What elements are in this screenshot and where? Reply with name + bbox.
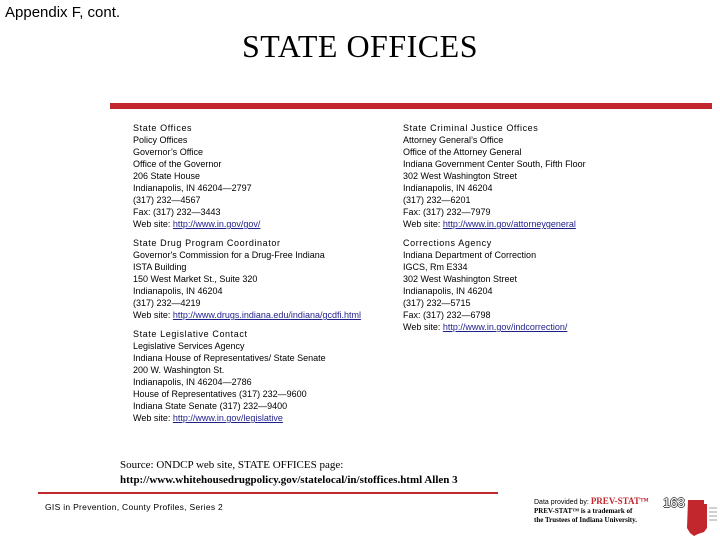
page-title: STATE OFFICES bbox=[242, 28, 478, 64]
office-line: Indianapolis, IN 46204—2797 bbox=[133, 183, 252, 193]
office-line: Office of the Attorney General bbox=[403, 147, 522, 157]
indiana-state-logo-icon bbox=[684, 498, 718, 538]
office-website bbox=[133, 218, 361, 230]
office-line: ISTA Building bbox=[133, 262, 187, 272]
office-line: Policy Offices bbox=[133, 135, 188, 145]
website-link[interactable]: http://www.drugs.indiana.edu/indiana/gcdfi.html bbox=[172, 310, 361, 320]
office-website bbox=[403, 218, 586, 230]
website-link[interactable]: http://www.in.gov/attorneygeneral bbox=[442, 219, 576, 229]
office-line: Legislative Services Agency bbox=[133, 341, 245, 351]
office-line: Indianapolis, IN 46204 bbox=[133, 286, 223, 296]
office-line: 200 W. Washington St. bbox=[133, 365, 225, 375]
office-line: Indiana House of Representatives/ State Senate bbox=[133, 353, 326, 363]
title-divider bbox=[110, 103, 712, 109]
appendix-label: Appendix F, cont. bbox=[5, 4, 121, 21]
office-line: Indiana State Senate (317) 232—9400 bbox=[133, 401, 288, 411]
credit-provided-by: Data provided by: bbox=[534, 499, 591, 506]
source-citation bbox=[120, 458, 458, 488]
office-heading: Corrections Agency bbox=[403, 238, 492, 248]
page-number: 163 bbox=[663, 495, 685, 510]
office-line: Indianapolis, IN 46204—2786 bbox=[133, 377, 252, 387]
right-block-2 bbox=[403, 237, 586, 333]
office-line: Attorney General’s Office bbox=[403, 135, 504, 145]
office-line: Indianapolis, IN 46204 bbox=[403, 286, 493, 296]
website-link[interactable]: http://www.in.gov/legislative bbox=[172, 413, 283, 423]
office-line: Indiana Department of Correction bbox=[403, 250, 537, 260]
website-label: Web site: bbox=[403, 322, 443, 332]
office-line: Fax: (317) 232—7979 bbox=[403, 207, 491, 217]
source-url: http://www.whitehousedrugpolicy.gov/statelocal/in/stoffices.html Allen 3 bbox=[120, 474, 458, 486]
credit-trademark-2: the Trustees of Indiana University. bbox=[534, 516, 637, 524]
office-line: Governor’s Office bbox=[133, 147, 204, 157]
office-line: 150 West Market St., Suite 320 bbox=[133, 274, 258, 284]
left-block-3 bbox=[133, 328, 361, 424]
office-line: 302 West Washington Street bbox=[403, 274, 518, 284]
office-heading: State Offices bbox=[133, 123, 193, 133]
website-label: Web site: bbox=[133, 310, 173, 320]
website-link[interactable]: http://www.in.gov/indcorrection/ bbox=[442, 322, 568, 332]
right-column bbox=[403, 122, 586, 340]
office-line: Office of the Governor bbox=[133, 159, 222, 169]
office-line: IGCS, Rm E334 bbox=[403, 262, 468, 272]
credit-brand: PREV-STAT™ bbox=[590, 496, 649, 506]
website-label: Web site: bbox=[133, 219, 173, 229]
office-line: Fax: (317) 232—6798 bbox=[403, 310, 491, 320]
office-line: Governor's Commission for a Drug-Free Indiana bbox=[133, 250, 325, 260]
left-block-2 bbox=[133, 237, 361, 321]
left-block-1 bbox=[133, 122, 361, 230]
office-line: (317) 232—6201 bbox=[403, 195, 471, 205]
website-link[interactable]: http://www.in.gov/gov/ bbox=[172, 219, 261, 229]
credit-trademark-1: PREV-STAT™ is a trademark of bbox=[534, 507, 633, 515]
office-line: (317) 232—4219 bbox=[133, 298, 201, 308]
office-heading: State Criminal Justice Offices bbox=[403, 123, 539, 133]
office-website bbox=[403, 321, 586, 333]
office-line: Fax: (317) 232—3443 bbox=[133, 207, 221, 217]
website-label: Web site: bbox=[133, 413, 173, 423]
office-line: 302 West Washington Street bbox=[403, 171, 518, 181]
source-line: Source: ONDCP web site, STATE OFFICES page: bbox=[120, 459, 344, 471]
website-label: Web site: bbox=[403, 219, 443, 229]
office-line: Indianapolis, IN 46204 bbox=[403, 183, 493, 193]
office-line: Indiana Government Center South, Fifth Floor bbox=[403, 159, 586, 169]
office-line: (317) 232—4567 bbox=[133, 195, 201, 205]
footer-series: GIS in Prevention, County Profiles, Series 2 bbox=[45, 502, 224, 512]
office-line: 206 State House bbox=[133, 171, 201, 181]
office-website bbox=[133, 309, 361, 321]
footer-divider bbox=[38, 492, 498, 494]
data-credit bbox=[534, 497, 684, 525]
office-heading: State Legislative Contact bbox=[133, 329, 248, 339]
office-heading: State Drug Program Coordinator bbox=[133, 238, 281, 248]
office-website bbox=[133, 412, 361, 424]
office-line: (317) 232—5715 bbox=[403, 298, 471, 308]
left-column bbox=[133, 122, 361, 431]
right-block-1 bbox=[403, 122, 586, 230]
office-line: House of Representatives (317) 232—9600 bbox=[133, 389, 307, 399]
